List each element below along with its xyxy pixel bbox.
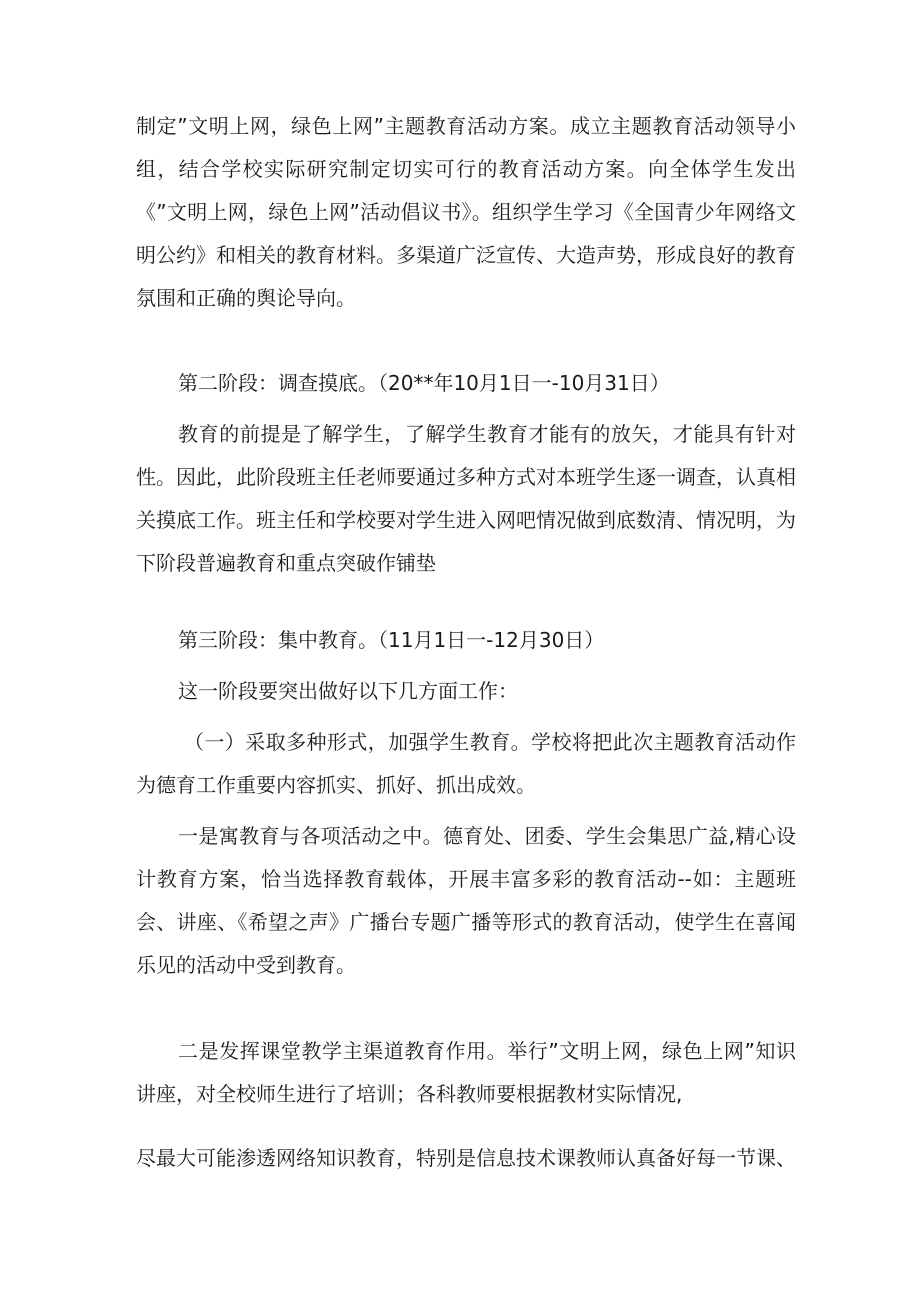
paragraph-stage-three-heading: 第三阶段：集中教育。（11月1日一-12月30日）: [178, 628, 605, 652]
paragraph-activity-plan: 制定”文明上网，绿色上网”主题教育活动方案。成立主题教育活动领导小组，结合学校实际研究制定切实可行的教育活动方案。向全体学生发出《”文明上网，绿色上网”活动倡议书》。组织学生学习《全国青少年网络文明公约》和相关的教育材料。多渠道广泛宣传、大造声势，形成良好的教育氛围和正确的舆论导向。: [136, 114, 796, 310]
paragraph-investigation: 教育的前提是了解学生，了解学生教育才能有的放矢，才能具有针对性。因此，此阶段班主任老师要通过多种方式对本班学生逐一调查，认真相关摸底工作。班主任和学校要对学生进入网吧情况做到底数清、情况明，为下阶段普遍教育和重点突破作铺垫: [136, 422, 796, 575]
paragraph-item-one: （一）采取多种形式，加强学生教育。学校将把此次主题教育活动作为德育工作重要内容抓实、抓好、抓出成效。: [136, 730, 796, 797]
paragraph-point-one: 一是寓教育与各项活动之中。德育处、团委、学生会集思广益,精心设计教育方案，恰当选择教育载体，开展丰富多彩的教育活动--如：主题班会、讲座、《希望之声》广播台专题广播等形式的教育活动，使学生在喜闻乐见的活动中受到教育。: [136, 824, 796, 977]
paragraph-stage-two-heading: 第二阶段：调查摸底。（20**年10月1日一-10月31日）: [178, 371, 670, 395]
paragraph-point-two: 二是发挥课堂教学主渠道教育作用。举行”文明上网，绿色上网”知识讲座，对全校师生进行了培训；各科教师要根据教材实际情况,: [136, 1039, 796, 1106]
paragraph-continuation: 尽最大可能渗透网络知识教育，特别是信息技术课教师认真备好每一节课、: [136, 1146, 796, 1170]
paragraph-stage-three-intro: 这一阶段要突出做好以下几方面工作：: [178, 679, 518, 703]
